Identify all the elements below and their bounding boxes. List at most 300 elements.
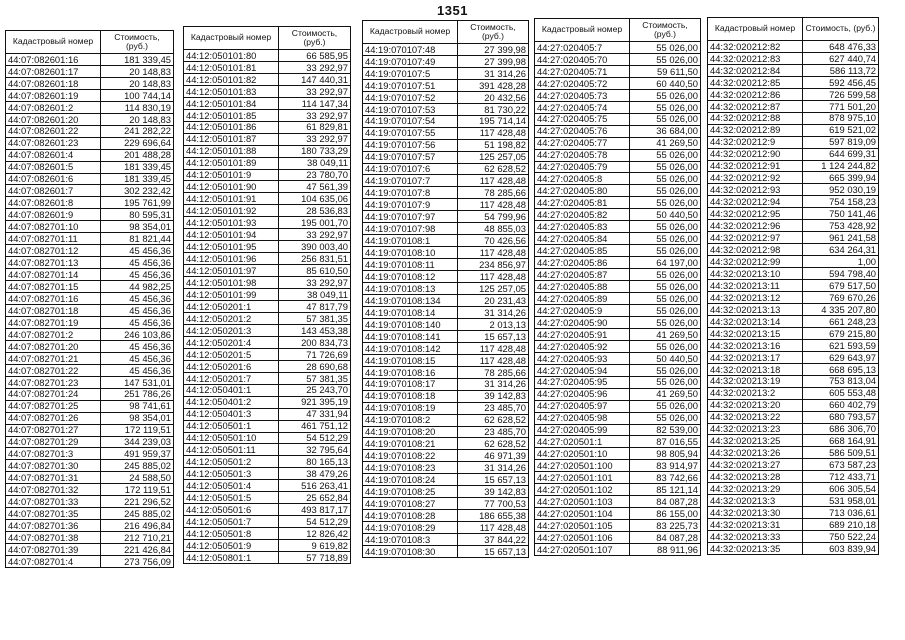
cadastral-number-cell: 44:12:050501:5 xyxy=(184,492,279,504)
cadastral-number-cell: 44:19:070108:30 xyxy=(363,546,458,558)
cost-cell: 41 269,50 xyxy=(630,328,701,340)
cadastral-number-cell: 44:12:050101:99 xyxy=(184,289,279,301)
cost-cell: 114 830,19 xyxy=(101,101,174,113)
table-row xyxy=(535,233,701,245)
table-row xyxy=(363,115,529,127)
table-row xyxy=(708,483,879,495)
table-row xyxy=(535,496,701,508)
cost-cell: 62 628,52 xyxy=(458,414,529,426)
table-row xyxy=(6,412,174,424)
cost-cell: 48 855,03 xyxy=(458,223,529,235)
cadastral-number-cell: 44:19:070108:20 xyxy=(363,426,458,438)
cost-cell: 38 049,11 xyxy=(279,157,351,169)
table-row xyxy=(6,340,174,352)
cost-cell: 125 257,05 xyxy=(458,151,529,163)
table-row xyxy=(535,460,701,472)
table-row xyxy=(708,64,879,76)
table-row xyxy=(363,462,529,474)
cost-cell: 952 030,19 xyxy=(803,184,879,196)
table-row xyxy=(363,318,529,330)
cadastral-number-cell: 44:19:070108:1 xyxy=(363,235,458,247)
table-row xyxy=(6,161,174,173)
table-row xyxy=(6,293,174,305)
cost-cell: 212 710,21 xyxy=(101,532,174,544)
cost-cell: 344 239,03 xyxy=(101,436,174,448)
cadastral-number-cell: 44:07:082701:19 xyxy=(6,316,101,328)
cadastral-number-cell: 44:27:020405:85 xyxy=(535,245,630,257)
cost-cell: 181 339,45 xyxy=(101,173,174,185)
table-row xyxy=(708,519,879,531)
cost-cell: 117 428,48 xyxy=(458,271,529,283)
cadastral-number-cell: 44:27:020405:83 xyxy=(535,221,630,233)
table-row xyxy=(708,495,879,507)
table-row xyxy=(363,259,529,271)
cost-cell: 55 026,00 xyxy=(630,412,701,424)
cost-cell: 80 165,13 xyxy=(279,456,351,468)
table-row xyxy=(184,528,351,540)
cadastral-table-2 xyxy=(183,26,351,564)
cadastral-number-cell: 44:32:020212:9 xyxy=(708,136,803,148)
cadastral-number-cell: 44:19:070107:53 xyxy=(363,103,458,115)
cadastral-number-cell: 44:32:020213:18 xyxy=(708,363,803,375)
cadastral-number-cell: 44:19:070108:141 xyxy=(363,330,458,342)
cost-cell: 753 813,04 xyxy=(803,375,879,387)
table-row xyxy=(535,400,701,412)
cadastral-number-cell: 44:32:020212:95 xyxy=(708,208,803,220)
cost-cell: 37 844,22 xyxy=(458,534,529,546)
table-row xyxy=(708,292,879,304)
cadastral-number-cell: 44:12:050201:6 xyxy=(184,360,279,372)
cadastral-number-cell: 44:12:050501:11 xyxy=(184,444,279,456)
cadastral-number-cell: 44:32:020213:35 xyxy=(708,543,803,555)
cadastral-number-cell: 44:07:082601:9 xyxy=(6,209,101,221)
table-row xyxy=(6,520,174,532)
table-row xyxy=(708,100,879,112)
cost-cell: 586 113,72 xyxy=(803,64,879,76)
cadastral-number-cell: 44:32:020212:88 xyxy=(708,112,803,124)
table-row xyxy=(6,233,174,245)
cost-cell: 686 306,70 xyxy=(803,423,879,435)
cadastral-number-cell: 44:32:020213:25 xyxy=(708,435,803,447)
cadastral-number-cell: 44:32:020212:97 xyxy=(708,232,803,244)
cadastral-number-cell: 44:12:050101:90 xyxy=(184,181,279,193)
table-row xyxy=(363,534,529,546)
cost-cell: 753 428,92 xyxy=(803,220,879,232)
page-number: 1351 xyxy=(437,3,468,18)
table-row xyxy=(363,306,529,318)
cadastral-number-cell: 44:27:020405:82 xyxy=(535,209,630,221)
cadastral-number-cell: 44:07:082601:19 xyxy=(6,89,101,101)
cost-cell: 88 911,96 xyxy=(630,544,701,556)
cadastral-number-cell: 44:27:020405:73 xyxy=(535,89,630,101)
cadastral-number-cell: 44:07:082701:14 xyxy=(6,269,101,281)
cadastral-number-cell: 44:12:050101:89 xyxy=(184,157,279,169)
cost-cell: 33 292,97 xyxy=(279,61,351,73)
table-row xyxy=(363,283,529,295)
cost-cell: 70 426,56 xyxy=(458,235,529,247)
cadastral-number-cell: 44:12:050101:95 xyxy=(184,241,279,253)
cost-cell: 878 975,10 xyxy=(803,112,879,124)
cadastral-number-cell: 44:07:082701:27 xyxy=(6,424,101,436)
cost-cell: 98 741,61 xyxy=(101,400,174,412)
cost-cell: 644 699,31 xyxy=(803,148,879,160)
cadastral-number-cell: 44:27:020501:103 xyxy=(535,496,630,508)
table-row xyxy=(708,112,879,124)
table-row xyxy=(6,149,174,161)
cadastral-number-cell: 44:32:020212:84 xyxy=(708,64,803,76)
cost-cell: 621 593,59 xyxy=(803,339,879,351)
table-row xyxy=(708,124,879,136)
table-row xyxy=(363,79,529,91)
table-row xyxy=(708,363,879,375)
cadastral-number-cell: 44:27:020405:80 xyxy=(535,185,630,197)
table-row xyxy=(184,420,351,432)
table-row xyxy=(6,316,174,328)
cost-cell: 461 751,12 xyxy=(279,420,351,432)
cadastral-number-cell: 44:27:020501:106 xyxy=(535,532,630,544)
cost-cell: 586 509,51 xyxy=(803,447,879,459)
cost-cell: 55 026,00 xyxy=(630,113,701,125)
cadastral-number-cell: 44:32:020213:26 xyxy=(708,447,803,459)
cadastral-number-cell: 44:19:070108:19 xyxy=(363,402,458,414)
cadastral-number-cell: 44:27:020405:96 xyxy=(535,388,630,400)
table-row xyxy=(6,376,174,388)
cadastral-number-cell: 44:19:070107:55 xyxy=(363,127,458,139)
table-row xyxy=(184,145,351,157)
cadastral-number-cell: 44:19:070108:22 xyxy=(363,450,458,462)
cost-cell: 713 036,61 xyxy=(803,507,879,519)
cadastral-number-cell: 44:07:082701:35 xyxy=(6,508,101,520)
table-row xyxy=(6,448,174,460)
cadastral-number-cell: 44:27:020405:77 xyxy=(535,137,630,149)
table-row xyxy=(6,496,174,508)
cost-cell: 55 026,00 xyxy=(630,376,701,388)
table-row xyxy=(535,161,701,173)
cadastral-number-cell: 44:12:050101:88 xyxy=(184,145,279,157)
cost-cell: 147 440,31 xyxy=(279,73,351,85)
cost-cell: 750 522,24 xyxy=(803,531,879,543)
cadastral-number-cell: 44:32:020212:85 xyxy=(708,76,803,88)
cost-cell: 712 433,71 xyxy=(803,471,879,483)
cadastral-number-cell: 44:19:070107:48 xyxy=(363,44,458,56)
table-row xyxy=(535,484,701,496)
table-row xyxy=(535,424,701,436)
cadastral-table-4 xyxy=(534,18,701,556)
table-row xyxy=(535,173,701,185)
cadastral-number-cell: 44:32:020213:29 xyxy=(708,483,803,495)
cadastral-number-cell: 44:07:082701:31 xyxy=(6,472,101,484)
table-row xyxy=(6,113,174,125)
cost-cell: 605 553,48 xyxy=(803,387,879,399)
table-row xyxy=(184,109,351,121)
cadastral-number-cell: 44:27:020501:101 xyxy=(535,472,630,484)
table-row xyxy=(535,340,701,352)
table-row xyxy=(708,88,879,100)
cadastral-number-cell: 44:19:070108:11 xyxy=(363,259,458,271)
cadastral-number-cell: 44:27:020405:7 xyxy=(535,42,630,54)
table-row xyxy=(363,103,529,115)
table-row xyxy=(184,480,351,492)
cadastral-number-cell: 44:07:082601:7 xyxy=(6,185,101,197)
header-cadastral-number: Кадастровый номер xyxy=(184,27,279,50)
cost-cell: 38 479,26 xyxy=(279,468,351,480)
cost-cell: 104 635,06 xyxy=(279,193,351,205)
cadastral-number-cell: 44:07:082701:16 xyxy=(6,293,101,305)
cadastral-number-cell: 44:12:050401:1 xyxy=(184,384,279,396)
cadastral-number-cell: 44:19:070107:57 xyxy=(363,151,458,163)
cadastral-number-cell: 44:27:020405:93 xyxy=(535,352,630,364)
cadastral-number-cell: 44:32:020213:15 xyxy=(708,327,803,339)
cost-cell: 98 354,01 xyxy=(101,412,174,424)
cadastral-number-cell: 44:32:020213:23 xyxy=(708,423,803,435)
cost-cell: 41 269,50 xyxy=(630,137,701,149)
cadastral-number-cell: 44:12:050201:1 xyxy=(184,301,279,313)
table-row xyxy=(363,175,529,187)
table-row xyxy=(535,185,701,197)
cost-cell: 54 512,29 xyxy=(279,432,351,444)
table-row xyxy=(708,184,879,196)
cadastral-number-cell: 44:27:020405:87 xyxy=(535,269,630,281)
table-row xyxy=(708,315,879,327)
cadastral-number-cell: 44:19:070108:13 xyxy=(363,283,458,295)
table-row xyxy=(708,423,879,435)
cost-cell: 39 142,83 xyxy=(458,390,529,402)
cost-cell: 54 512,29 xyxy=(279,516,351,528)
cadastral-number-cell: 44:07:082701:13 xyxy=(6,257,101,269)
cost-cell: 961 241,58 xyxy=(803,232,879,244)
table-row xyxy=(363,139,529,151)
cadastral-number-cell: 44:32:020213:30 xyxy=(708,507,803,519)
table-row xyxy=(363,414,529,426)
cadastral-number-cell: 44:07:082701:33 xyxy=(6,496,101,508)
cost-cell: 23 485,70 xyxy=(458,402,529,414)
cadastral-number-cell: 44:19:070107:7 xyxy=(363,175,458,187)
cadastral-number-cell: 44:32:020213:16 xyxy=(708,339,803,351)
table-row xyxy=(708,471,879,483)
cost-cell: 27 399,98 xyxy=(458,55,529,67)
table-row xyxy=(184,504,351,516)
cadastral-number-cell: 44:19:070108:21 xyxy=(363,438,458,450)
cadastral-number-cell: 44:19:070108:18 xyxy=(363,390,458,402)
cadastral-number-cell: 44:07:082701:36 xyxy=(6,520,101,532)
table-row xyxy=(363,510,529,522)
cadastral-number-cell: 44:19:070107:54 xyxy=(363,115,458,127)
table-row xyxy=(363,247,529,259)
cost-cell: 23 780,70 xyxy=(279,169,351,181)
cost-cell: 47 561,39 xyxy=(279,181,351,193)
table-row xyxy=(708,208,879,220)
cadastral-number-cell: 44:32:020213:14 xyxy=(708,315,803,327)
cost-cell: 25 652,84 xyxy=(279,492,351,504)
cadastral-number-cell: 44:12:050201:3 xyxy=(184,324,279,336)
cadastral-number-cell: 44:27:020405:84 xyxy=(535,233,630,245)
cost-cell: 55 026,00 xyxy=(630,221,701,233)
cadastral-number-cell: 44:32:020213:22 xyxy=(708,411,803,423)
cadastral-number-cell: 44:07:082701:22 xyxy=(6,364,101,376)
table-row xyxy=(363,366,529,378)
cost-cell: 46 971,39 xyxy=(458,450,529,462)
cadastral-number-cell: 44:32:020213:28 xyxy=(708,471,803,483)
table-row xyxy=(6,269,174,281)
cost-cell: 84 087,28 xyxy=(630,496,701,508)
cost-cell: 660 402,79 xyxy=(803,399,879,411)
cost-cell: 195 001,70 xyxy=(279,217,351,229)
cost-cell: 31 314,26 xyxy=(458,462,529,474)
cadastral-number-cell: 44:07:082601:22 xyxy=(6,125,101,137)
cadastral-number-cell: 44:32:020212:94 xyxy=(708,196,803,208)
cost-cell: 627 440,74 xyxy=(803,52,879,64)
table-row xyxy=(184,50,351,62)
table-row xyxy=(708,459,879,471)
cost-cell: 36 684,00 xyxy=(630,125,701,137)
table-row xyxy=(363,199,529,211)
cost-cell: 98 805,94 xyxy=(630,448,701,460)
cadastral-number-cell: 44:27:020501:1 xyxy=(535,436,630,448)
cadastral-number-cell: 44:27:020405:75 xyxy=(535,113,630,125)
cost-cell: 55 026,00 xyxy=(630,304,701,316)
table-row xyxy=(363,402,529,414)
cost-cell: 83 225,73 xyxy=(630,520,701,532)
table-row xyxy=(184,444,351,456)
cadastral-number-cell: 44:12:050201:4 xyxy=(184,336,279,348)
table-row xyxy=(184,193,351,205)
cost-cell: 2 013,13 xyxy=(458,318,529,330)
cadastral-number-cell: 44:32:020212:89 xyxy=(708,124,803,136)
cadastral-number-cell: 44:27:020405:98 xyxy=(535,412,630,424)
table-row xyxy=(535,316,701,328)
cadastral-number-cell: 44:32:020212:90 xyxy=(708,148,803,160)
cost-cell: 9 619,82 xyxy=(279,540,351,552)
cadastral-number-cell: 44:19:070108:24 xyxy=(363,474,458,486)
table-row xyxy=(184,205,351,217)
cadastral-table-5 xyxy=(707,17,879,555)
cost-cell: 64 197,00 xyxy=(630,257,701,269)
cadastral-number-cell: 44:07:082701:10 xyxy=(6,221,101,233)
cadastral-number-cell: 44:12:050101:84 xyxy=(184,97,279,109)
cost-cell: 20 231,43 xyxy=(458,295,529,307)
cost-cell: 117 428,48 xyxy=(458,247,529,259)
cadastral-number-cell: 44:19:070108:2 xyxy=(363,414,458,426)
cadastral-number-cell: 44:27:020405:81 xyxy=(535,197,630,209)
table-row xyxy=(535,53,701,65)
table-row xyxy=(363,44,529,56)
cadastral-number-cell: 44:27:020501:104 xyxy=(535,508,630,520)
cadastral-number-cell: 44:12:050201:2 xyxy=(184,312,279,324)
cadastral-number-cell: 44:32:020212:99 xyxy=(708,256,803,268)
table-row xyxy=(708,172,879,184)
cost-cell: 15 657,13 xyxy=(458,474,529,486)
table-row xyxy=(708,160,879,172)
cadastral-number-cell: 44:27:020405:91 xyxy=(535,328,630,340)
cost-cell: 302 232,42 xyxy=(101,185,174,197)
cadastral-number-cell: 44:32:020212:86 xyxy=(708,88,803,100)
table-row xyxy=(363,187,529,199)
cadastral-number-cell: 44:27:020405:79 xyxy=(535,161,630,173)
table-row xyxy=(708,256,879,268)
table-row xyxy=(6,532,174,544)
cadastral-number-cell: 44:12:050101:91 xyxy=(184,193,279,205)
cost-cell: 57 718,89 xyxy=(279,552,351,564)
table-row xyxy=(535,209,701,221)
cadastral-number-cell: 44:27:020501:105 xyxy=(535,520,630,532)
cadastral-number-cell: 44:07:082601:6 xyxy=(6,173,101,185)
table-row xyxy=(6,472,174,484)
table-row xyxy=(535,364,701,376)
cadastral-number-cell: 44:32:020213:2 xyxy=(708,387,803,399)
table-row xyxy=(184,468,351,480)
cadastral-number-cell: 44:12:050101:94 xyxy=(184,229,279,241)
cadastral-number-cell: 44:07:082701:18 xyxy=(6,305,101,317)
table-row xyxy=(535,77,701,89)
table-row xyxy=(6,281,174,293)
cadastral-number-cell: 44:07:082701:32 xyxy=(6,484,101,496)
cadastral-number-cell: 44:12:050101:97 xyxy=(184,265,279,277)
cost-cell: 493 817,17 xyxy=(279,504,351,516)
cadastral-number-cell: 44:12:050101:96 xyxy=(184,253,279,265)
table-row xyxy=(6,185,174,197)
cadastral-number-cell: 44:32:020213:33 xyxy=(708,531,803,543)
table-row xyxy=(535,101,701,113)
table-row xyxy=(184,432,351,444)
table-row xyxy=(535,42,701,54)
cost-cell: 273 756,09 xyxy=(101,556,174,568)
cost-cell: 921 395,19 xyxy=(279,396,351,408)
cadastral-number-cell: 44:27:020501:102 xyxy=(535,484,630,496)
cost-cell: 55 026,00 xyxy=(630,316,701,328)
cost-cell: 32 795,64 xyxy=(279,444,351,456)
cost-cell: 100 744,14 xyxy=(101,89,174,101)
table-row xyxy=(184,312,351,324)
cost-cell: 31 314,26 xyxy=(458,306,529,318)
cadastral-number-cell: 44:32:020213:20 xyxy=(708,399,803,411)
table-row xyxy=(535,304,701,316)
cost-cell: 117 428,48 xyxy=(458,522,529,534)
cost-cell: 195 761,99 xyxy=(101,197,174,209)
cost-cell: 117 428,48 xyxy=(458,199,529,211)
cost-cell: 750 141,46 xyxy=(803,208,879,220)
table-row xyxy=(708,280,879,292)
table-row xyxy=(184,301,351,313)
cadastral-number-cell: 44:12:050101:98 xyxy=(184,277,279,289)
cadastral-number-cell: 44:27:020405:90 xyxy=(535,316,630,328)
cost-cell: 20 148,83 xyxy=(101,65,174,77)
table-row xyxy=(535,376,701,388)
table-row xyxy=(363,271,529,283)
cost-cell: 60 440,50 xyxy=(630,77,701,89)
cost-cell: 45 456,36 xyxy=(101,305,174,317)
cadastral-number-cell: 44:12:050501:7 xyxy=(184,516,279,528)
table-row xyxy=(708,41,879,53)
table-row xyxy=(535,149,701,161)
cadastral-number-cell: 44:12:050201:5 xyxy=(184,348,279,360)
cost-cell: 221 296,52 xyxy=(101,496,174,508)
table-row xyxy=(363,390,529,402)
table-row xyxy=(184,241,351,253)
table-row xyxy=(184,157,351,169)
cost-cell: 186 655,38 xyxy=(458,510,529,522)
cost-cell: 81 730,22 xyxy=(458,103,529,115)
table-row xyxy=(184,384,351,396)
cadastral-number-cell: 44:07:082701:29 xyxy=(6,436,101,448)
cadastral-number-cell: 44:32:020212:83 xyxy=(708,52,803,64)
table-row xyxy=(708,399,879,411)
cadastral-number-cell: 44:07:082601:17 xyxy=(6,65,101,77)
table-row xyxy=(535,544,701,556)
cost-cell: 679 517,50 xyxy=(803,280,879,292)
cadastral-number-cell: 44:07:082701:3 xyxy=(6,448,101,460)
cadastral-number-cell: 44:07:082701:25 xyxy=(6,400,101,412)
cadastral-number-cell: 44:07:082701:24 xyxy=(6,388,101,400)
